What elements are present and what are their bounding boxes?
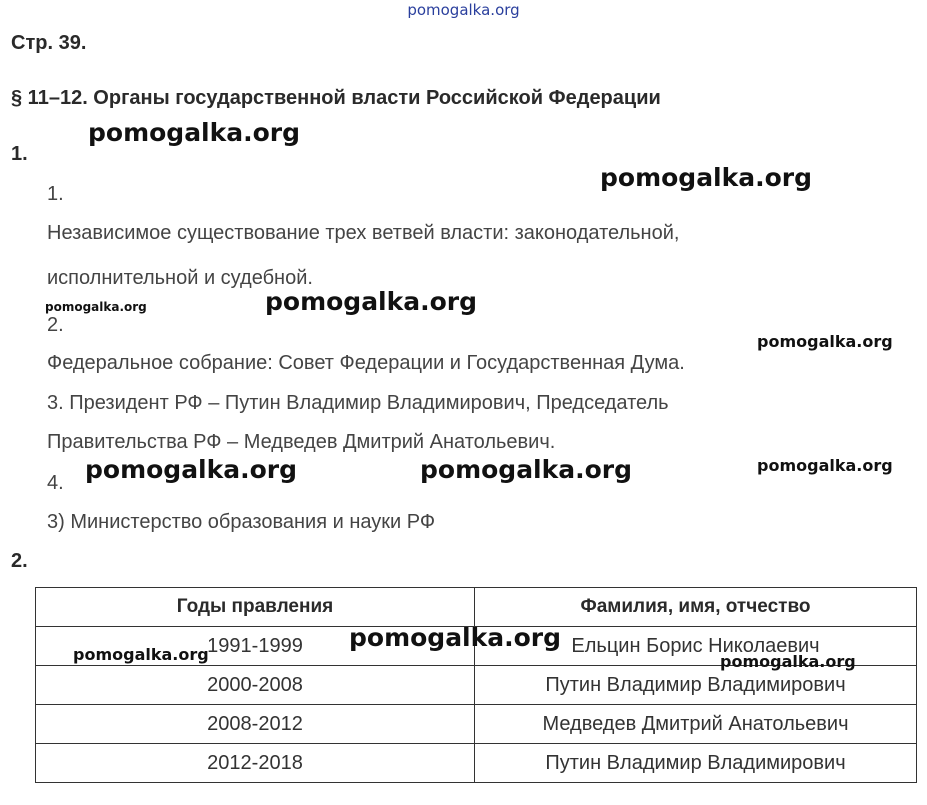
page-reference: Стр. 39. bbox=[11, 32, 87, 54]
watermark-overlay: pomogalka.org bbox=[85, 455, 298, 484]
top-watermark: pomogalka.org bbox=[407, 1, 520, 19]
watermark-overlay: pomogalka.org bbox=[349, 623, 562, 652]
watermark-overlay: pomogalka.org bbox=[73, 645, 209, 664]
cell-name: Путин Владимир Владимирович bbox=[475, 666, 917, 705]
watermark-overlay: pomogalka.org bbox=[757, 332, 893, 351]
section-title: § 11–12. Органы государственной власти Российской Федерации bbox=[11, 87, 661, 109]
watermark-overlay: pomogalka.org bbox=[420, 455, 633, 484]
item-1-line-2: исполнительной и судебной. bbox=[47, 267, 313, 289]
cell-years: 2000-2008 bbox=[36, 666, 475, 705]
table-header-row bbox=[36, 588, 917, 627]
table-row bbox=[36, 666, 917, 705]
item-2-number: 2. bbox=[47, 314, 64, 336]
watermark-overlay: pomogalka.org bbox=[720, 652, 856, 671]
cell-years: 1991-1999 bbox=[36, 627, 475, 666]
item-1-line-1: Независимое существование трех ветвей власти: законодательной, bbox=[47, 222, 680, 244]
cell-name: Ельцин Борис Николаевич bbox=[475, 627, 917, 666]
item-1-number: 1. bbox=[47, 183, 64, 205]
cell-years: 2012-2018 bbox=[36, 744, 475, 783]
item-3-line-2: Правительства РФ – Медведев Дмитрий Анатольевич. bbox=[47, 431, 556, 453]
column-header-name: Фамилия, имя, отчество bbox=[475, 588, 917, 627]
watermark-overlay: pomogalka.org bbox=[265, 287, 478, 316]
table-row bbox=[36, 744, 917, 783]
watermark-overlay: pomogalka.org bbox=[45, 300, 147, 314]
item-4-line-1: 3) Министерство образования и науки РФ bbox=[47, 511, 436, 533]
task-1-number: 1. bbox=[11, 143, 28, 165]
cell-years: 2008-2012 bbox=[36, 705, 475, 744]
cell-name: Медведев Дмитрий Анатольевич bbox=[475, 705, 917, 744]
item-4-number: 4. bbox=[47, 472, 64, 494]
watermark-overlay: pomogalka.org bbox=[88, 118, 301, 147]
task-2-number: 2. bbox=[11, 550, 28, 572]
watermark-overlay: pomogalka.org bbox=[600, 163, 813, 192]
item-2-line-1: Федеральное собрание: Совет Федерации и Государственная Дума. bbox=[47, 352, 685, 374]
item-3-line-1: 3. Президент РФ – Путин Владимир Владимирович, Председатель bbox=[47, 392, 669, 414]
watermark-overlay: pomogalka.org bbox=[757, 456, 893, 475]
column-header-years: Годы правления bbox=[36, 588, 475, 627]
cell-name: Путин Владимир Владимирович bbox=[475, 744, 917, 783]
table-row bbox=[36, 705, 917, 744]
rulers-table bbox=[35, 587, 917, 783]
